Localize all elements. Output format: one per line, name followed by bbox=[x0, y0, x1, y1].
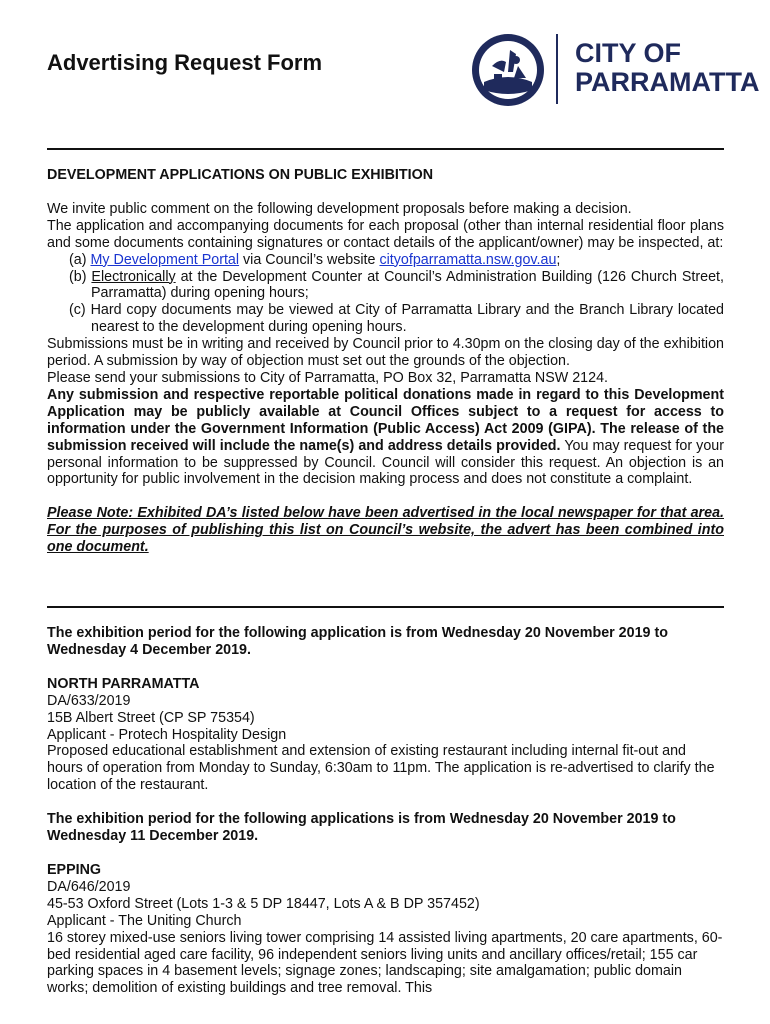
exhibition-period: The exhibition period for the following application is from Wednesday 20 November 2019 to Wednesday 4 December 2019. bbox=[47, 625, 668, 658]
proposal-description: 16 storey mixed-use seniors living tower comprising 14 assisted living apartments, 20 care apartments, 60-bed residential aged care facility, 96 independent seniors living units and ancillary offices/retail; 155 car parking spaces in 4 basement levels; signage zones; landscaping; site amalgamation; public domain works; demolition of existing buildings and tree removal. This bbox=[47, 929, 723, 997]
property-address: 15B Albert Street (CP SP 75354) bbox=[47, 709, 255, 726]
privacy-text: You may request for your personal information to be suppressed by Council. Council will consider this request. An objection is an opportunity for public involvement in the decision making process and does not constitute a complaint. bbox=[47, 437, 724, 488]
logo-line1: CITY OF bbox=[575, 38, 682, 68]
list-marker: (c) bbox=[69, 302, 86, 319]
logo-line2: PARRAMATTA bbox=[575, 67, 760, 97]
intro-paragraph: We invite public comment on the following development proposals before making a decision. bbox=[47, 200, 632, 217]
city-logo bbox=[470, 32, 760, 108]
council-emblem-icon bbox=[470, 32, 548, 108]
portal-link[interactable]: My Development Portal bbox=[90, 251, 240, 268]
proposal-description: Proposed educational establishment and extension of existing restaurant including internal fit-out and hours of operation from Monday to Sunday, 6:30am to 11pm. The application is re-advertised to clarify the location of the restaurant. bbox=[47, 743, 715, 794]
da-number: DA/633/2019 bbox=[47, 692, 131, 709]
privacy-bold-text: Any submission and respective reportable political donations made in regard to this Development Application may be publicly available at Council Offices subject to a request for access to information under the Government Information (Public Access) Act 2009 (GIPA). The release of the submission received will include the name(s) and address details provided. bbox=[47, 386, 724, 454]
suburb-heading: NORTH PARRAMATTA bbox=[47, 675, 200, 692]
property-address: 45-53 Oxford Street (Lots 1-3 & 5 DP 18447, Lots A & B DP 357452) bbox=[47, 895, 480, 912]
list-text: Hard copy documents may be viewed at City of Parramatta Library and the Branch Library located nearest to the development during opening hours. bbox=[90, 302, 724, 336]
list-text: via Council’s website bbox=[239, 251, 380, 268]
page-title: Advertising Request Form bbox=[47, 50, 323, 75]
intro-section bbox=[47, 167, 724, 556]
divider-top bbox=[47, 148, 724, 150]
privacy-paragraph bbox=[47, 387, 724, 488]
please-note: Please Note: Exhibited DA’s listed below have been advertised in the local newspaper for that area. For the purposes of publishing this list on Council’s website, the advert has been combined into one document. bbox=[47, 505, 724, 556]
underlined-term: Electronically bbox=[91, 268, 176, 285]
list-text: at the Development Counter at Council’s Administration Building (126 Church Street, Parramatta) during opening hours; bbox=[91, 268, 724, 302]
exhibition-period: The exhibition period for the following applications is from Wednesday 20 November 2019 to Wednesday 11 December 2019. bbox=[47, 811, 676, 845]
applicant-name: Applicant - Protech Hospitality Design bbox=[47, 726, 287, 743]
divider-middle bbox=[47, 606, 724, 608]
applicant-name: Applicant - The Uniting Church bbox=[47, 912, 242, 929]
section-heading: DEVELOPMENT APPLICATIONS ON PUBLIC EXHIBITION bbox=[47, 167, 434, 183]
suburb-heading: EPPING bbox=[47, 861, 102, 878]
inspection-paragraph: The application and accompanying documents for each proposal (other than internal residential floor plans and some documents containing signatures or contact details of the applicant/owner) may be inspected, at: bbox=[47, 217, 724, 251]
list-marker: (b) bbox=[69, 268, 87, 285]
list-text-end: ; bbox=[556, 251, 561, 268]
list-item-c bbox=[69, 302, 724, 336]
list-item-b bbox=[69, 269, 724, 303]
logo-wordmark bbox=[575, 40, 759, 96]
list-marker: (a) bbox=[69, 251, 87, 268]
address-paragraph: Please send your submissions to City of Parramatta, PO Box 32, Parramatta NSW 2124. bbox=[47, 369, 608, 386]
logo-divider bbox=[556, 34, 558, 104]
website-link[interactable]: cityofparramatta.nsw.gov.au bbox=[379, 251, 557, 268]
list-item-a bbox=[69, 252, 724, 269]
applications-section bbox=[47, 625, 724, 997]
submission-paragraph: Submissions must be in writing and received by Council prior to 4.30pm on the closing day of the exhibition period. A submission by way of objection must set out the grounds of the objection. bbox=[47, 336, 724, 370]
da-number: DA/646/2019 bbox=[47, 878, 131, 895]
